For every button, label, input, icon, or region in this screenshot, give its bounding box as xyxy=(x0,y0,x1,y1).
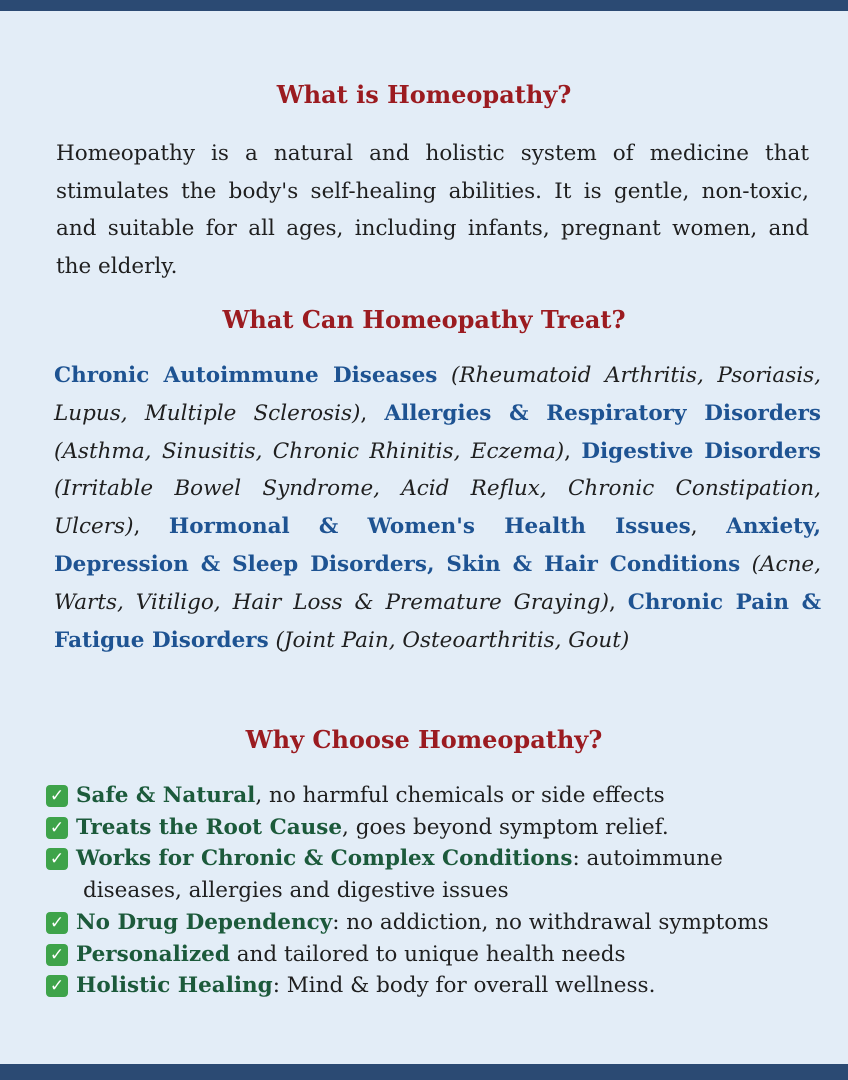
condition-term: Digestive Disorders xyxy=(581,438,821,464)
heading-what-is-homeopathy: What is Homeopathy? xyxy=(276,80,572,109)
check-mark-icon: ✓ xyxy=(46,975,68,997)
benefit-text: : no addiction, no withdrawal symptoms xyxy=(332,909,769,935)
condition-term: Allergies & Respiratory Disorders xyxy=(384,400,821,426)
conditions-paragraph xyxy=(54,357,821,659)
bottom-border-bar xyxy=(0,1064,848,1080)
intro-paragraph: Homeopathy is a natural and holistic system of medicine that stimulates the body's self-healing abilities. It is gentle, non-toxic, and suitable for all ages, including infants, pregnant women, and the elderly. xyxy=(56,141,809,279)
benefit-item xyxy=(46,843,826,906)
benefit-title: Treats the Root Cause xyxy=(76,814,343,840)
check-mark-icon: ✓ xyxy=(46,912,68,934)
benefit-item xyxy=(46,970,826,1002)
condition-examples: (Asthma, Sinusitis, Chronic Rhinitis, Eczema) xyxy=(54,438,565,464)
condition-term: Chronic Autoimmune Diseases xyxy=(54,363,438,388)
benefit-text: : Mind & body for overall wellness. xyxy=(272,973,656,999)
separator: , xyxy=(133,514,169,540)
check-mark-icon: ✓ xyxy=(46,817,68,839)
benefit-title: Safe & Natural xyxy=(76,783,256,808)
separator: , xyxy=(690,514,727,540)
benefit-item xyxy=(46,780,826,812)
condition-examples: (Rheumatoid Arthritis, Psoriasis, Lupus, Multiple Sclerosis) xyxy=(54,363,821,426)
benefit-text: and tailored to unique health needs xyxy=(229,941,626,967)
benefit-title: Holistic Healing xyxy=(76,973,273,999)
condition-examples: (Irritable Bowel Syndrome, Acid Reflux, Chronic Constipation, Ulcers) xyxy=(54,476,821,540)
benefit-text: : autoimmune xyxy=(572,846,723,872)
check-mark-icon: ✓ xyxy=(46,785,68,807)
benefit-title: Works for Chronic & Complex Conditions xyxy=(76,846,573,872)
top-border-bar xyxy=(0,0,848,11)
heading-why-choose-homeopathy: Why Choose Homeopathy? xyxy=(245,725,603,754)
separator: , xyxy=(564,438,582,464)
heading-what-can-homeopathy-treat: What Can Homeopathy Treat? xyxy=(222,305,626,334)
condition-examples: (Acne, Warts, Vitiligo, Hair Loss & Premature Graying) xyxy=(54,551,821,615)
condition-term: Chronic Pain & Fatigue Disorders xyxy=(54,589,821,653)
separator: , xyxy=(360,400,385,426)
separator: , xyxy=(608,589,628,615)
condition-term: Hormonal & Women's Health Issues xyxy=(168,514,691,540)
condition-term: Anxiety, Depression & Sleep Disorders, Skin & Hair Conditions xyxy=(54,514,822,577)
benefit-text-continued: diseases, allergies and digestive issues xyxy=(83,878,509,904)
benefit-item xyxy=(46,939,826,971)
benefit-title: No Drug Dependency xyxy=(76,909,333,935)
benefit-text: , no harmful chemicals or side effects xyxy=(255,783,665,808)
benefits-list xyxy=(46,780,826,1002)
check-mark-icon: ✓ xyxy=(46,848,68,870)
benefit-text: , goes beyond symptom relief. xyxy=(342,814,669,840)
condition-examples: (Joint Pain, Osteoarthritis, Gout) xyxy=(268,627,630,653)
benefit-title: Personalized xyxy=(76,941,230,967)
benefit-item xyxy=(46,812,826,844)
check-mark-icon: ✓ xyxy=(46,944,68,966)
benefit-item xyxy=(46,907,826,939)
